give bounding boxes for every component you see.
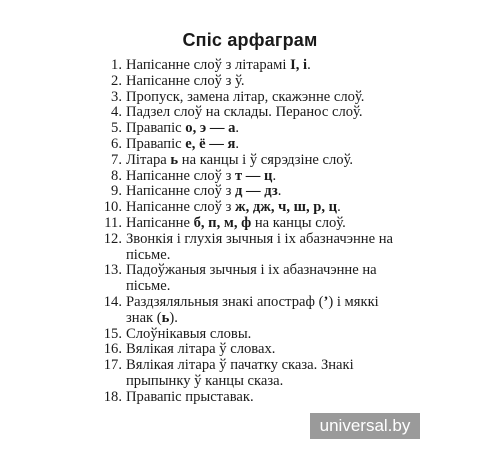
list-item xyxy=(98,169,408,185)
list-item xyxy=(98,58,408,74)
list-item xyxy=(98,216,408,232)
list-item-text xyxy=(126,327,408,343)
text-run: . xyxy=(272,167,277,184)
list-item-text xyxy=(126,105,408,121)
text-run: Вялікая літара ў пачатку сказа. Знакі прыпынку ў канцы сказа. xyxy=(126,357,354,389)
list-item-text xyxy=(126,184,408,200)
list-item-text xyxy=(126,358,408,390)
list-item xyxy=(98,90,408,106)
page-title: Спіс арфаграм xyxy=(182,30,318,50)
text-run: Падоўжаныя зычныя і іх абазначэнне на пісьме. xyxy=(126,262,377,295)
text-run: на канцы слоў. xyxy=(251,214,346,231)
list-item xyxy=(98,74,408,90)
list-item-text xyxy=(126,58,408,74)
text-run: Правапіс прыставак. xyxy=(126,388,254,405)
list-item-text xyxy=(126,200,408,216)
text-run: Правапіс xyxy=(126,135,186,152)
list-item-number: 16. xyxy=(103,341,122,358)
list-item xyxy=(98,295,408,327)
list-item-text xyxy=(126,390,408,406)
list-item-text xyxy=(126,232,408,264)
text-run: Напісанне слоў з xyxy=(126,183,235,200)
list-item xyxy=(98,327,408,343)
list-item-number: 17. xyxy=(103,357,122,374)
list-item-number: 7. xyxy=(111,151,122,168)
list-item-number: 4. xyxy=(111,104,122,121)
text-run: ) і мяккі знак ( xyxy=(126,293,379,326)
text-run: . xyxy=(235,120,240,137)
text-run: на канцы і ў сярэдзіне слоў. xyxy=(178,151,354,168)
bold-letters: д — дз xyxy=(234,183,278,200)
text-run: Вялікая літара ў словах. xyxy=(126,341,276,358)
text-run: . xyxy=(307,57,311,73)
bold-letters: б, п, м, ф xyxy=(193,214,252,231)
list-item-text xyxy=(126,295,408,327)
bold-letters: ж, дж, ч, ш, р, ц xyxy=(234,199,338,216)
list-item-text xyxy=(126,90,408,106)
bold-letters: ь xyxy=(170,151,179,168)
text-run: Напісанне слоў з ў. xyxy=(126,72,245,89)
text-run: Звонкія і глухія зычныя і іх абазначэнне на пісьме. xyxy=(126,230,394,263)
bold-letters: ’ xyxy=(323,293,329,310)
text-run: Літара xyxy=(126,151,171,168)
text-run: Напісанне слоў з xyxy=(126,167,235,184)
list-item-number: 11. xyxy=(104,214,122,231)
list-item-number: 10. xyxy=(103,199,122,216)
text-run: Напісанне слоў з xyxy=(126,199,235,216)
list-item xyxy=(98,137,408,153)
list-item-number: 13. xyxy=(103,262,122,279)
list-item-text xyxy=(126,153,408,169)
list-item-number: 14. xyxy=(103,293,122,310)
text-run: Напісанне xyxy=(126,214,194,231)
list-item-number: 12. xyxy=(103,230,122,247)
list-item-text xyxy=(126,169,408,185)
list-item-number: 18. xyxy=(103,388,122,405)
list-item xyxy=(98,184,408,200)
bold-letters: е, ё — я xyxy=(185,135,236,152)
list-item-text xyxy=(126,216,408,232)
list-item-number: 9. xyxy=(111,183,122,200)
orthogram-list xyxy=(98,58,408,406)
list-item-text xyxy=(126,342,408,358)
watermark: universal.by xyxy=(310,413,420,439)
list-item-number: 8. xyxy=(111,167,122,184)
text-run: Пропуск, замена літар, скажэнне слоў. xyxy=(126,88,365,105)
bold-letters: ь xyxy=(161,309,170,326)
text-run: . xyxy=(235,135,239,152)
list-item-text xyxy=(126,121,408,137)
text-run: Правапіс xyxy=(126,120,186,137)
text-run: Падзел слоў на склады. Перанос слоў. xyxy=(126,104,363,121)
list-item xyxy=(98,200,408,216)
text-run: ). xyxy=(169,309,178,326)
list-item-number: 5. xyxy=(111,120,122,137)
list-item-text xyxy=(126,137,408,153)
text-run: . xyxy=(277,183,282,200)
bold-letters: т — ц xyxy=(234,167,273,184)
bold-letters: о, э — а xyxy=(185,120,236,137)
list-item xyxy=(98,105,408,121)
list-item-text xyxy=(126,263,408,295)
text-run: . xyxy=(337,199,341,216)
list-item xyxy=(98,390,408,406)
list-item-text xyxy=(126,74,408,90)
list-item-number: 2. xyxy=(111,72,122,89)
list-item-number: 6. xyxy=(111,135,122,152)
list-item xyxy=(98,358,408,390)
text-run: Раздзяляльныя знакі апостраф ( xyxy=(126,293,324,310)
list-item xyxy=(98,263,408,295)
text-run: Слоўнікавыя словы. xyxy=(126,325,252,342)
list-item xyxy=(98,342,408,358)
bold-letters: І, і xyxy=(290,57,308,73)
list-item xyxy=(98,121,408,137)
list-item-number: 1. xyxy=(111,57,122,73)
list-item xyxy=(98,232,408,264)
list-item-number: 3. xyxy=(111,88,122,105)
list-item xyxy=(98,153,408,169)
list-item-number: 15. xyxy=(103,325,122,342)
text-run: Напісанне слоў з літарамі xyxy=(126,57,291,73)
